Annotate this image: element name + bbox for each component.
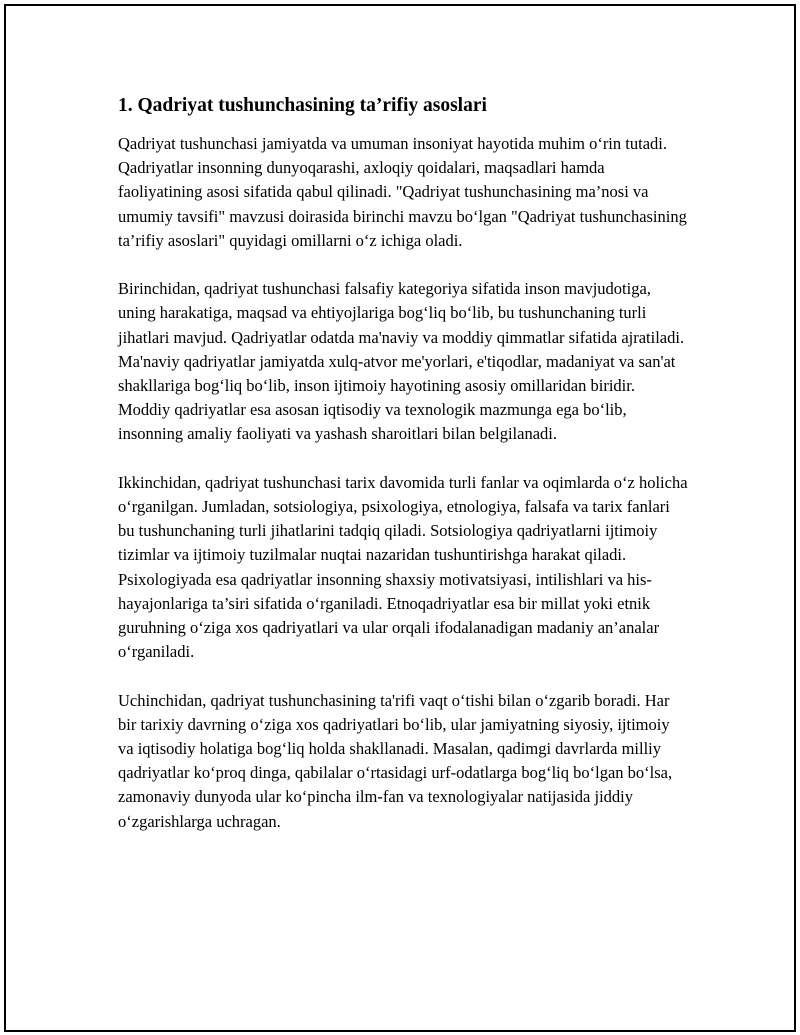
document-body [118,93,688,858]
paragraph-third: Uchinchidan, qadriyat tushunchasining ta'rifi vaqt oʻtishi bilan oʻzgarib boradi. Har bir tarixiy davrning oʻziga xos qadriyatlari boʻlib, ular jamiyatning siyosiy, ijtimoiy va iqtisodiy holatiga bogʻliq holda shakllanadi. Masalan, qadimgi davrlarda milliy qadriyatlar koʻproq dinga, qabilalar oʻrtasidagi urf-odatlarga bogʻliq boʻlgan boʻlsa, zamonaviy dunyoda ular koʻpincha ilm-fan va texnologiyalar natijasida jiddiy oʻzgarishlarga uchragan. [118,690,673,831]
paragraph-second: Ikkinchidan, qadriyat tushunchasi tarix davomida turli fanlar va oqimlarda oʻz holicha oʻrganilgan. Jumladan, sotsiologiya, psixologiya, etnologiya, falsafa va tarix fanlari bu tushunchaning turli jihatlarini tadqiq qiladi. Sotsiologiya qadriyatlarni ijtimoiy tizimlar va ijtimoiy tuzilmalar nuqtai nazaridan tushuntirishga harakat qiladi. Psixologiyada esa qadriyatlar insonning shaxsiy motivatsiyasi, intilishlari va his-hayajonlariga ta’siri sifatida oʻrganiladi. Etnoqadriyatlar esa bir millat yoki etnik guruhning oʻziga xos qadriyatlari va ular orqali ifodalanadigan madaniy an’analar oʻrganiladi. [118,472,688,662]
section-heading: 1. Qadriyat tushunchasining ta’rifiy asoslari [118,95,487,116]
paragraph-first: Birinchidan, qadriyat tushunchasi falsafiy kategoriya sifatida inson mavjudotiga, uning harakatiga, maqsad va ehtiyojlariga bogʻliq boʻlib, bu tushunchaning turli jihatlari mavjud. Qadriyatlar odatda ma'naviy va moddiy qimmatlar sifatida ajratiladi. Ma'naviy qadriyatlar jamiyatda xulq-atvor me'yorlari, e'tiqodlar, madaniyat va san'at shakllariga bogʻliq boʻlib, inson ijtimoiy hayotining asosiy omillaridan biridir. Moddiy qadriyatlar esa asosan iqtisodiy va texnologik mazmunga ega boʻlib, insonning amaliy faoliyati va yashash sharoitlari bilan belgilanadi. [118,279,685,444]
paragraph-intro: Qadriyat tushunchasi jamiyatda va umuman insoniyat hayotida muhim oʻrin tutadi. Qadriyatlar insonning dunyoqarashi, axloqiy qoidalari, maqsadlari hamda faoliyatining asosi sifatida qabul qilinadi. "Qadriyat tushunchasining ma’nosi va umumiy tavsifi" mavzusi doirasida birinchi mavzu boʻlgan "Qadriyat tushunchasining ta’rifiy asoslari" quyidagi omillarni oʻz ichiga oladi. [118,134,687,250]
